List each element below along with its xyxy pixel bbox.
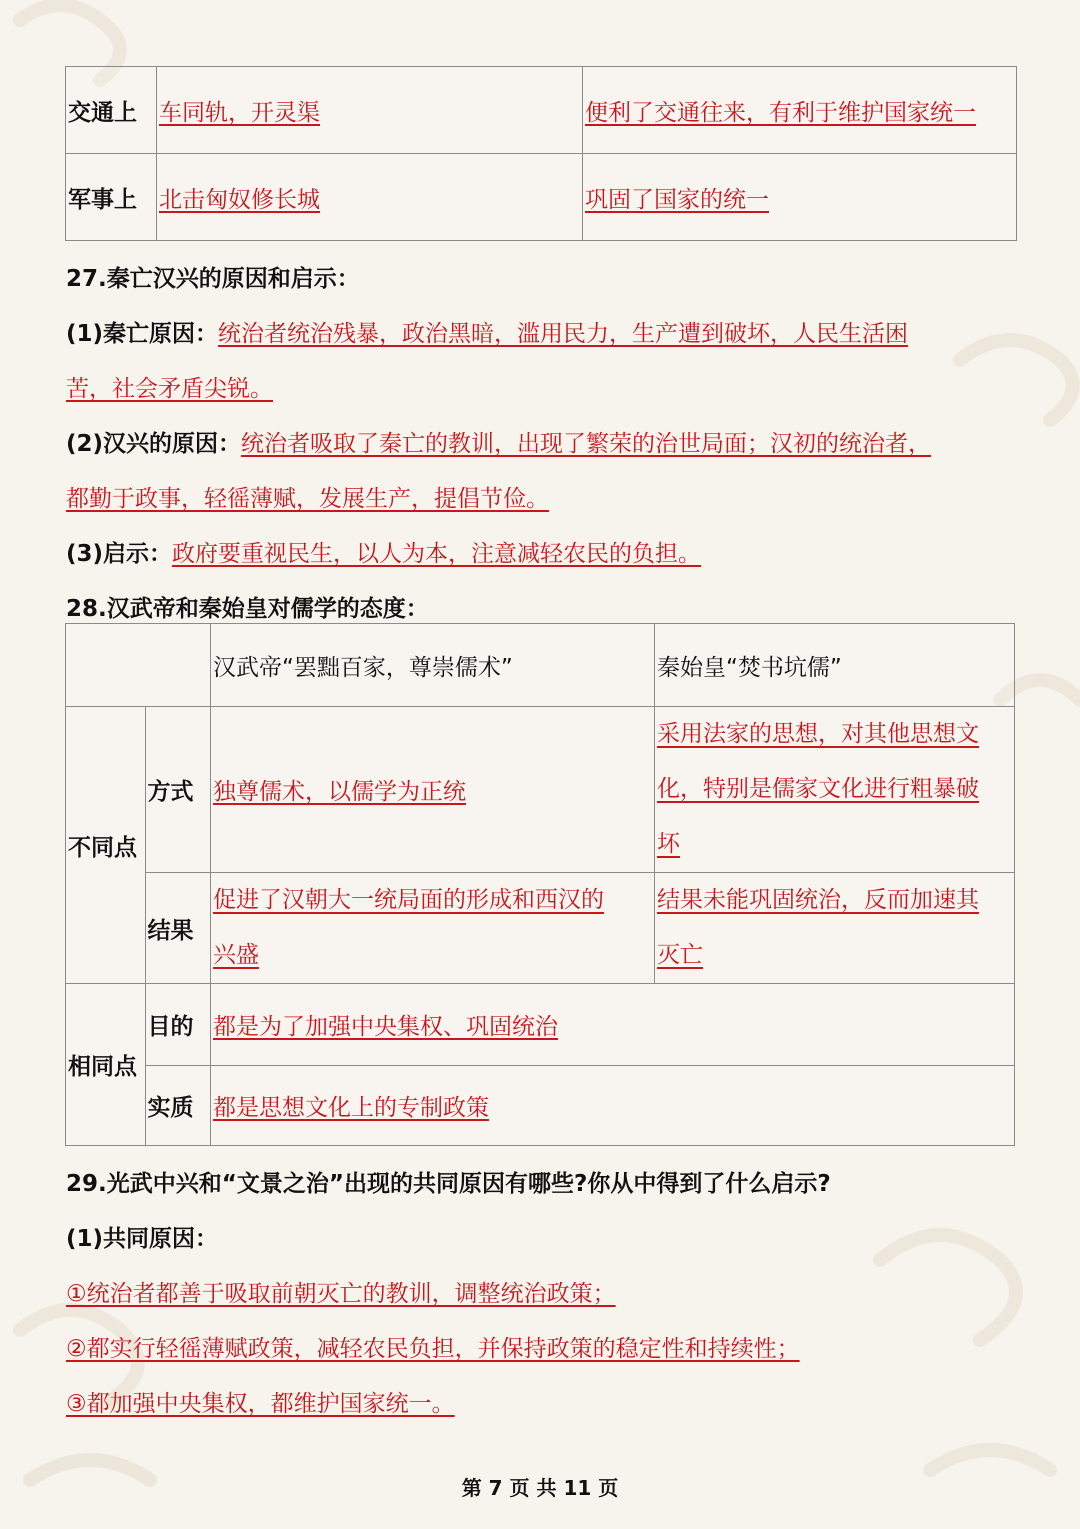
diff-label: 不同点 [66,707,146,984]
q27-item2-cont [66,480,549,513]
q29-item1-text: ①统治者都善于吸取前朝灭亡的教训，调整统治政策； [66,1281,616,1307]
result-qin-line2: 灭亡 [657,942,703,968]
table-row [66,154,1017,241]
q27-item1-label: (1)秦亡原因： [66,321,219,347]
result-qin-line1: 结果未能巩固统治，反而加速其 [657,887,979,913]
q27-item2 [66,425,931,458]
q29-item2-text: ②都实行轻徭薄赋政策，减轻农民负担，并保持政策的稳定性和持续性； [66,1336,800,1362]
table-row [66,1066,1015,1146]
same-label: 相同点 [66,984,146,1146]
q27-item3-answer: 政府要重视民生，以人为本，注意减轻农民的负担。 [172,541,702,567]
essence-text: 都是思想文化上的专制政策 [213,1095,489,1121]
table-confucianism-attitude [65,623,1015,1146]
measure-text: 北击匈奴修长城 [159,186,320,213]
q29-title: 29.光武中兴和“文景之治”出现的共同原因有哪些?你从中得到了什么启示? [66,1171,831,1197]
way-qin-line1: 采用法家的思想，对其他思想文 [657,721,979,747]
table-row [66,984,1015,1066]
way-qin-line3: 坏 [657,831,680,857]
q27-item1-answer: 统治者统治残暴，政治黑暗，滥用民力，生产遭到破坏，人民生活困 [218,321,909,347]
q27-item1 [66,315,908,348]
q29-sub1: (1)共同原因： [66,1226,219,1252]
table-row [66,707,1015,873]
q29-item3 [66,1385,455,1418]
q27-item1-cont [66,370,273,403]
essence-label: 实质 [145,1066,210,1146]
q29-item3-text: ③都加强中央集权，都维护国家统一。 [66,1391,455,1417]
result-label: 结果 [145,873,210,984]
q29-item2 [66,1330,800,1363]
row-label: 军事上 [66,154,157,241]
table-row [66,67,1017,154]
table-header-row [66,624,1015,707]
q27-item3-label: (3)启示： [66,541,173,567]
q27-item2-answer-cont: 都勤于政事，轻徭薄赋，发展生产，提倡节俭。 [66,486,549,512]
way-han: 独尊儒术，以儒学为正统 [213,779,466,805]
header-han: 汉武帝“罢黜百家，尊崇儒术” [211,624,655,707]
purpose-label: 目的 [145,984,210,1066]
q27-item2-answer: 统治者吸取了秦亡的教训，出现了繁荣的治世局面；汉初的统治者， [241,431,932,457]
empty-header-cell [66,624,211,707]
way-qin-line2: 化，特别是儒家文化进行粗暴破 [657,776,979,802]
q29-item1 [66,1275,616,1308]
effect-text: 便利了交通往来，有利于维护国家统一 [585,99,976,126]
row-label: 交通上 [66,67,157,154]
header-qin: 秦始皇“焚书坑儒” [655,624,1015,707]
measure-text: 车同轨，开灵渠 [159,99,320,126]
q27-title: 27.秦亡汉兴的原因和启示： [66,266,360,292]
effect-text: 巩固了国家的统一 [585,186,769,213]
purpose-text: 都是为了加强中央集权、巩固统治 [213,1014,558,1040]
table-row [66,873,1015,984]
table-qin-measures [65,66,1017,241]
q28-title: 28.汉武帝和秦始皇对儒学的态度： [66,596,429,622]
q27-item3 [66,535,701,568]
page-footer: 第 7 页 共 11 页 [461,1476,619,1500]
way-label: 方式 [145,707,210,873]
q27-item1-answer-cont: 苦，社会矛盾尖锐。 [66,376,273,402]
result-han-line1: 促进了汉朝大一统局面的形成和西汉的 [213,887,604,913]
q27-item2-label: (2)汉兴的原因： [66,431,242,457]
result-han-line2: 兴盛 [213,942,259,968]
